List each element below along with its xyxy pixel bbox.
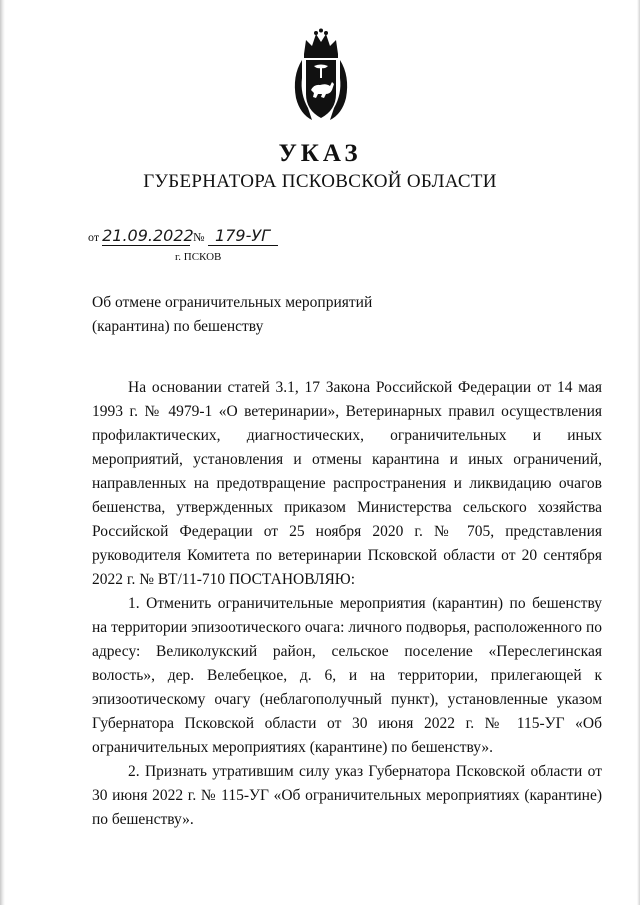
subject-line-2: (карантина) по бешенству [92, 318, 264, 335]
document-number: 179-УГ [208, 226, 278, 246]
item-2-paragraph: 2. Признать утратившим силу указ Губернатора Псковской области от 30 июня 2022 г. № 115-УГ «Об ограничительных мероприятиях (карантине) по бешенству». [92, 763, 602, 828]
document-body [92, 376, 602, 832]
dateline-city: г. ПСКОВ [175, 251, 222, 263]
dateline-number-sign: № [193, 230, 205, 244]
dateline-from-label: от [88, 230, 100, 244]
document-subtitle: ГУБЕРНАТОРА ПСКОВСКОЙ ОБЛАСТИ [143, 171, 497, 192]
document-title: УКАЗ [278, 140, 362, 167]
document-subject [92, 291, 412, 339]
document-date: 21.09.2022 [102, 226, 194, 245]
pskov-coat-of-arms-icon [290, 28, 352, 124]
item-1-paragraph: 1. Отменить ограничительные мероприятия (карантин) по бешенству на территории эпизоотического очага: личного подворья, расположенного по адресу: Великолукский район, сельское поселение «Переслегинская волость», дер. Велебецкое, д. 6, и на территории, прилегающей к эпизоотическому очагу (неблагополучный пункт), установленные указом Губернатора Псковской области от 30 июня 2022 г. № 115-УГ «Об ограничительных мероприятиях (карантине) по бешенству». [92, 595, 602, 756]
scan-edge-left [0, 0, 5, 905]
subject-line-1: Об отмене ограничительных мероприятий [92, 294, 373, 311]
dateline [88, 226, 278, 246]
preamble-paragraph: На основании статей 3.1, 17 Закона Российской Федерации от 14 мая 1993 г. № 4979-1 «О ветеринарии», Ветеринарных правил осуществления профилактических, диагностических, ограничительных и иных мероприятий, установления и отмены карантина и иных ограничений, направленных на предотвращение распространения и ликвидацию очагов бешенства, утвержденных приказом Министерства сельского хозяйства Российской Федерации от 25 ноября 2020 г. № 705, представления руководителя Комитета по ветеринарии Псковской области от 20 сентября 2022 г. № ВТ/11-710 ПОСТАНОВЛЯЮ: [92, 379, 602, 588]
